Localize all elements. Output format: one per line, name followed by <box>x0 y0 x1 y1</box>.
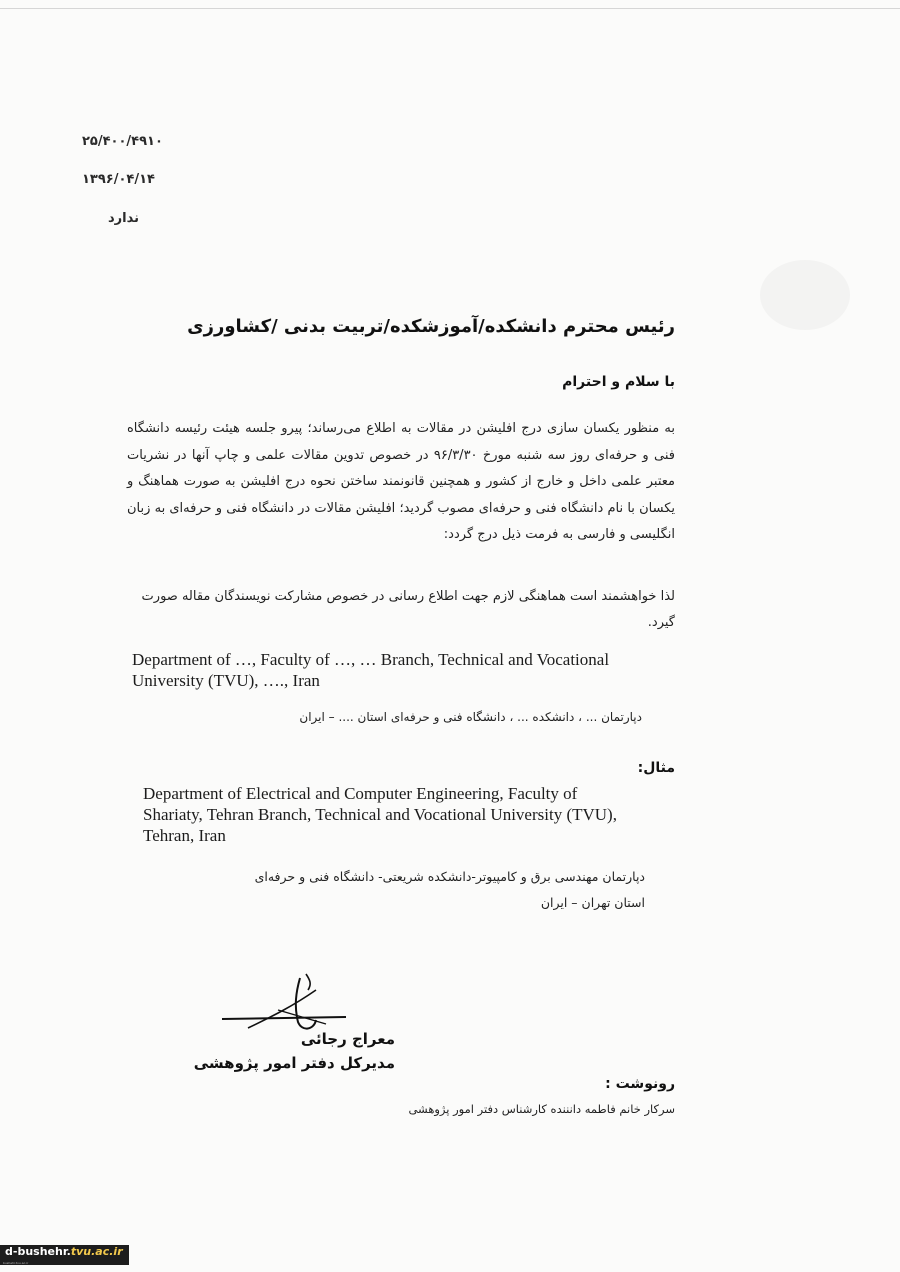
affiliation-format-english: Department of …, Faculty of …, … Branch, Technical and Vocational University (TVU), …., Iran <box>132 650 610 690</box>
signer-name: معراج رجائی <box>300 1030 395 1048</box>
site-watermark <box>0 1245 129 1265</box>
example-label: مثال: <box>637 760 675 776</box>
example-english: Department of Electrical and Computer Engineering, Faculty of Shariaty, Tehran Branch, Technical and Vocational University (TVU), Tehran, Iran <box>143 784 617 845</box>
signer-title: مدیرکل دفتر امور پژوهشی <box>193 1054 395 1072</box>
scan-smudge <box>760 260 850 330</box>
example-persian: دپارتمان مهندسی برق و کامپیوتر-دانشکده شریعتی- دانشگاه فنی و حرفه‌ای استان تهران – ایران <box>254 869 645 910</box>
watermark-site-suffix: tvu.ac.ir <box>70 1245 123 1258</box>
watermark-label <box>0 1245 129 1265</box>
letter-date: ۱۳۹۶/۰۴/۱۴ <box>82 172 155 187</box>
scan-edge-rule <box>0 8 900 9</box>
letter-request: لذا خواهشمند است هماهنگی لازم جهت اطلاع رسانی در خصوص مشارکت نویسندگان مقاله صورت گیرد. <box>141 589 675 630</box>
letter-attachment: ندارد <box>108 211 140 226</box>
affiliation-format-persian: دپارتمان ... ، دانشکده ... ، دانشگاه فنی و حرفه‌ای استان .... – ایران <box>299 710 642 724</box>
cc-recipient: سرکار خانم فاطمه دانننده کارشناس دفتر امور پژوهشی <box>408 1102 675 1116</box>
watermark-site-prefix: d-bushehr. <box>5 1245 71 1258</box>
letter-number: ۲۵/۴۰۰/۴۹۱۰ <box>82 134 163 149</box>
addressee: رئیس محترم دانشکده/آموزشکده/تربیت بدنی /کشاورزی <box>187 316 675 337</box>
salutation: با سلام و احترام <box>562 374 675 390</box>
watermark-subtext: bushehr.tvu.ac.ir <box>3 1261 29 1265</box>
letter-body: به منظور یکسان سازی درج افلیشن در مقالات به اطلاع می‌رساند؛ پیرو جلسه هیئت رئیسه دانشگاه فنی و حرفه‌ای روز سه شنبه مورخ ۹۶/۳/۳۰ در خصوص تدوین مقالات علمی و چاپ آنها در نشریات معتبر علمی داخل و خارج از کشور و همچنین قانونمند ساختن نحوه درج افلیشن به صورت هماهنگ و یکسان با نام دانشگاه فنی و حرفه‌ای مصوب گردید؛ افلیشن مقالات در دانشگاه فنی و حرفه‌ای به زبان انگلیسی و فارسی به فرمت ذیل درج گردد: <box>127 421 676 542</box>
cc-label: رونوشت : <box>605 1076 675 1092</box>
